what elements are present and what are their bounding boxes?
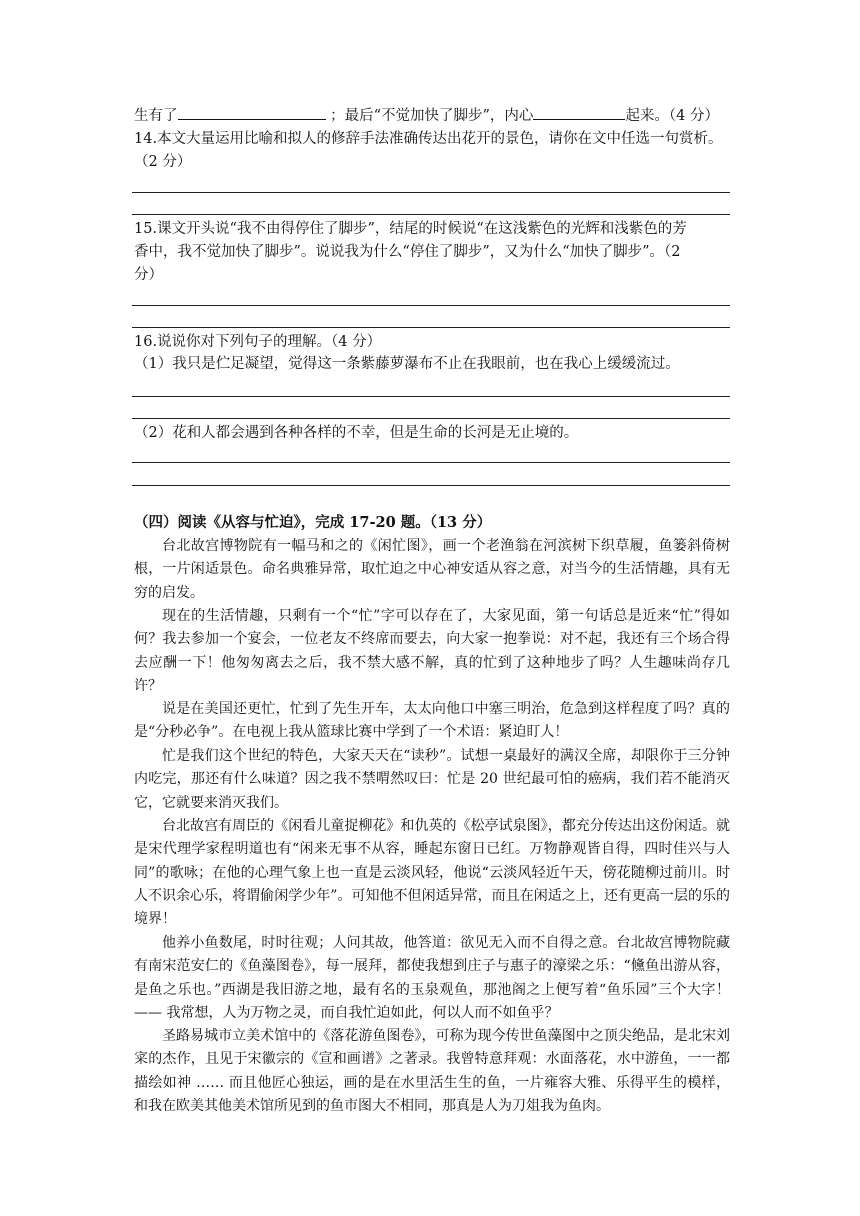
- q13-text-3: 起来。（4 分）: [625, 108, 720, 124]
- section-4-paragraph-2: 现在的生活情趣，只剩有一个“忙”字可以存在了，大家见面，第一句话总是近来“忙”得如何？我去参加一个宴会，一位老友不终席而要去，向大家一抱拳说：对不起，我还有三个场合得去应酬一下！他匆匆离去之后，我不禁大感不解，真的忙到了这种地步了吗？人生趣味尚存几许？: [134, 608, 730, 694]
- q15-answer-line-1[interactable]: [132, 305, 730, 306]
- q13-text-1: 生有了: [134, 108, 178, 124]
- q16-sub-2: （2）花和人都会遇到各种各样的不幸，但是生命的长河是无止境的。: [134, 425, 579, 441]
- section-4-paragraph-6: 他养小鱼数尾，时时往观；人问其故，他答道：欲见无入而不自得之意。台北故宫博物院藏有南宋范安仁的《鱼藻图卷》，每一展拜，都使我想到庄子与惠子的濠梁之乐：“儵鱼出游从容，是鱼之乐也。”西湖是我旧游之地，最有名的玉泉观鱼，那池阁之上便写着“鱼乐园”三个大字！—— 我常想，人为万物之灵，而自我忙迫如此，何以人而不如鱼乎？: [134, 935, 730, 1021]
- section-4-paragraph-1: 台北故宫博物院有一幅马和之的《闲忙图》，画一个老渔翁在河滨树下织草履，鱼篓斜倚树根，一片闲适景色。命名典雅异常，取忙迫之中心神安适从容之意，对当今的生活情趣，具有无穷的启发。: [134, 538, 730, 601]
- q14-answer-line-1[interactable]: [132, 192, 730, 193]
- q16-sub-1: （1）我只是伫足凝望，觉得这一条紫藤萝瀑布不止在我眼前，也在我心上缓缓流过。: [134, 356, 680, 372]
- q15-line-1: 15.课文开头说“我不由得停住了脚步”，结尾的时候说“在这浅紫色的光辉和浅紫色的芳: [134, 221, 687, 237]
- q13-text-2: ；最后“不觉加快了脚步”，内心: [325, 108, 534, 124]
- q16-title: 16.说说你对下列句子的理解。（4 分）: [134, 334, 382, 350]
- q16-1-answer-line-1[interactable]: [132, 396, 730, 397]
- q15-line-3: 分）: [134, 267, 163, 283]
- q15-line-2: 香中，我不觉加快了脚步”。说说我为什么“停住了脚步”，又为什么“加快了脚步”。（2: [134, 244, 681, 260]
- section-4-title: （四）阅读《从容与忙迫》，完成 17-20 题。（13 分）: [134, 514, 492, 531]
- section-4-paragraph-5: 台北故宫有周臣的《闲看儿童捉柳花》和仇英的《松亭试泉图》，都充分传达出这份闲适。就是宋代理学家程明道也有“闲来无事不从容，睡起东窗日已红。万物静观皆自得，四时佳兴与人同”的歌咏；在他的心理气象上也一直是云淡风轻，他说“云淡风轻近午天，傍花随柳过前川。时人不识余心乐，将谓偷闲学少年”。可知他不但闲适异常，而且在闲适之上，还有更高一层的乐的境界！: [134, 818, 730, 928]
- section-4-paragraph-4: 忙是我们这个世纪的特色，大家天天在“读秒”。试想一桌最好的满汉全席，却限你于三分钟内吃完，那还有什么味道？因之我不禁喟然叹曰：忙是 20 世纪最可怕的癌病，我们若不能消灭它，它就要来消灭我们。: [134, 748, 730, 811]
- q14-line-1: 14.本文大量运用比喻和拟人的修辞手法准确传达出花开的景色，请你在文中任选一句赏析。: [134, 131, 723, 147]
- q13-line: [134, 105, 734, 127]
- q14-line-2: （2 分）: [134, 154, 192, 170]
- q16-2-answer-line-1[interactable]: [132, 462, 730, 463]
- q13-blank-1[interactable]: [178, 105, 326, 120]
- q16-2-answer-line-2[interactable]: [132, 485, 730, 486]
- q16-1-answer-line-2[interactable]: [132, 418, 730, 419]
- section-4-paragraph-7: 圣路易城市立美术馆中的《落花游鱼图卷》，可称为现今传世鱼藻图中之顶尖绝品，是北宋刘寀的杰作，且见于宋徽宗的《宣和画谱》之著录。我曾特意拜观：水面落花，水中游鱼，一一都描绘如神 …… 而且他匠心独运，画的是在水里活生生的鱼，一片雍容大雅、乐得平生的模样，和我在欧美其他美术馆所见到的鱼市图大不相同，那真是人为刀俎我为鱼肉。: [134, 1028, 730, 1114]
- q15-answer-line-2[interactable]: [132, 327, 730, 328]
- section-4-paragraph-3: 说是在美国还更忙，忙到了先生开车，太太向他口中塞三明治，危急到这样程度了吗？真的是“分秒必争”。在电视上我从篮球比赛中学到了一个术语：紧迫盯人！: [134, 701, 730, 741]
- q14-answer-line-2[interactable]: [132, 214, 730, 215]
- q13-blank-2[interactable]: [533, 105, 625, 120]
